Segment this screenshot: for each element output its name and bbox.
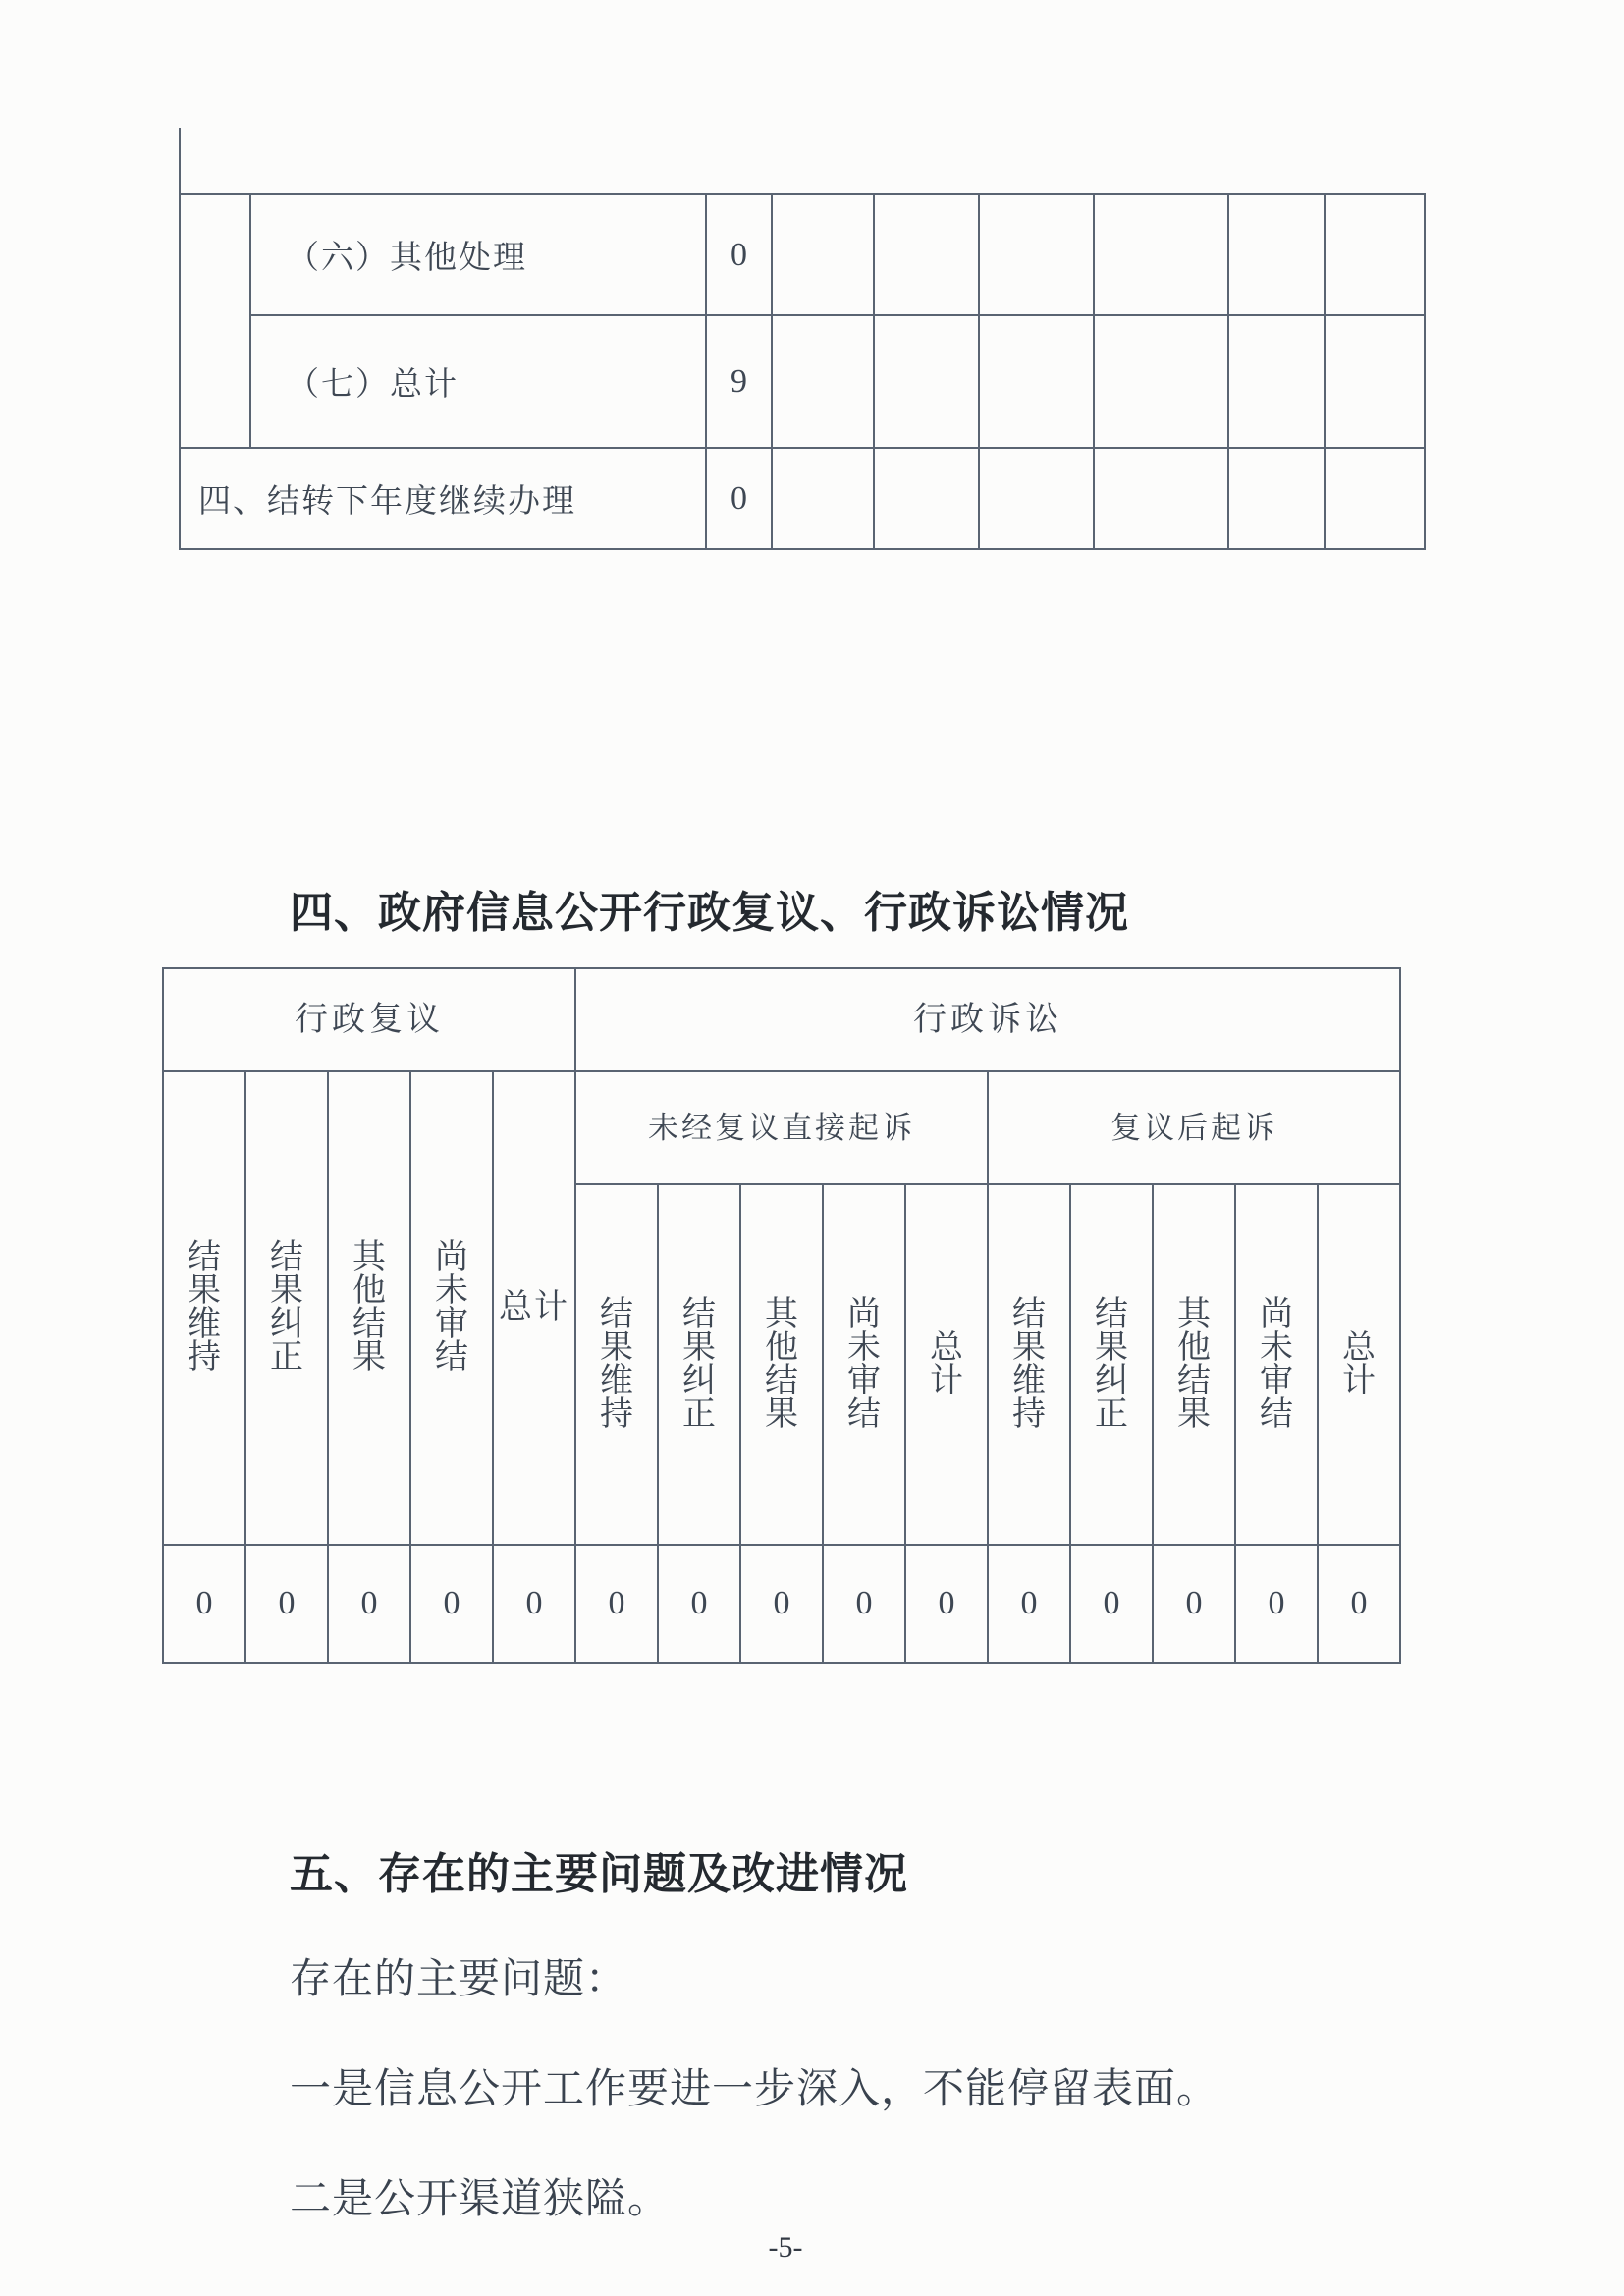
- top-table-value-total: 9: [707, 316, 773, 449]
- data-cell-8: 0: [824, 1546, 906, 1664]
- empty-data-cell: [875, 316, 980, 449]
- col-header-direct-result-corrected: 结 果 纠 正: [659, 1185, 741, 1546]
- empty-data-cell: [1326, 449, 1426, 550]
- col-header-review-other-outcome: 其 他 结 果: [329, 1072, 411, 1546]
- col-header-review-result-corrected: 结 果 纠 正: [246, 1072, 329, 1546]
- col-header-review-pending: 尚 未 审 结: [411, 1072, 494, 1546]
- empty-data-cell: [980, 449, 1095, 550]
- col-header-direct-result-upheld: 结 果 维 持: [576, 1185, 659, 1546]
- empty-data-cell: [1229, 449, 1326, 550]
- empty-data-cell: [1095, 316, 1229, 449]
- section-4-heading: 四、政府信息公开行政复议、行政诉讼情况: [290, 889, 1129, 937]
- paragraph-problem-1: 一是信息公开工作要进一步深入，不能停留表面。: [290, 2067, 1219, 2112]
- data-cell-1: 0: [246, 1546, 329, 1664]
- col-header-after-other-outcome: 其 他 结 果: [1154, 1185, 1236, 1546]
- carryover-table: [179, 193, 1426, 550]
- data-cell-10: 0: [989, 1546, 1071, 1664]
- top-table-value-carryover: 0: [707, 449, 773, 550]
- data-cell-7: 0: [741, 1546, 824, 1664]
- litigation-section-header: 行政诉讼: [576, 969, 1401, 1072]
- paragraph-existing-problems-label: 存在的主要问题：: [290, 1957, 628, 2002]
- col-header-after-result-corrected: 结 果 纠 正: [1071, 1185, 1154, 1546]
- data-cell-14: 0: [1319, 1546, 1401, 1664]
- review-section-header: 行政复议: [164, 969, 576, 1072]
- empty-data-cell: [980, 316, 1095, 449]
- table-border-extension: [179, 128, 181, 193]
- empty-data-cell: [875, 195, 980, 316]
- empty-data-cell: [1326, 316, 1426, 449]
- data-cell-9: 0: [906, 1546, 989, 1664]
- top-table-label-other-handling: （六）其他处理: [251, 195, 707, 316]
- empty-data-cell: [773, 316, 875, 449]
- empty-data-cell: [1095, 449, 1229, 550]
- top-table-label-total: （七）总计: [251, 316, 707, 449]
- col-header-after-result-upheld: 结 果 维 持: [989, 1185, 1071, 1546]
- paragraph-problem-2: 二是公开渠道狭隘。: [290, 2177, 671, 2222]
- col-header-direct-total: 总 计: [906, 1185, 989, 1546]
- empty-data-cell: [773, 195, 875, 316]
- empty-data-cell: [875, 449, 980, 550]
- empty-data-cell: [773, 449, 875, 550]
- empty-data-cell: [1229, 316, 1326, 449]
- col-header-after-pending: 尚 未 审 结: [1236, 1185, 1319, 1546]
- data-cell-3: 0: [411, 1546, 494, 1664]
- review-litigation-table: [162, 967, 1401, 1664]
- group-header-after-review-suit: 复议后起诉: [989, 1072, 1401, 1185]
- data-cell-11: 0: [1071, 1546, 1154, 1664]
- col-header-review-total: 总计: [494, 1072, 576, 1546]
- section-5-heading: 五、存在的主要问题及改进情况: [290, 1850, 908, 1898]
- col-header-direct-other-outcome: 其 他 结 果: [741, 1185, 824, 1546]
- empty-data-cell: [1326, 195, 1426, 316]
- data-cell-5: 0: [576, 1546, 659, 1664]
- empty-data-cell: [1229, 195, 1326, 316]
- data-cell-0: 0: [164, 1546, 246, 1664]
- data-cell-2: 0: [329, 1546, 411, 1664]
- top-table-label-carryover: 四、结转下年度继续办理: [181, 449, 707, 550]
- group-header-direct-suit: 未经复议直接起诉: [576, 1072, 989, 1185]
- data-cell-4: 0: [494, 1546, 576, 1664]
- rowspan-stub-cell: [181, 195, 251, 449]
- col-header-review-result-upheld: 结 果 维 持: [164, 1072, 246, 1546]
- data-cell-13: 0: [1236, 1546, 1319, 1664]
- empty-data-cell: [980, 195, 1095, 316]
- data-cell-6: 0: [659, 1546, 741, 1664]
- page-number: -5-: [768, 2231, 803, 2264]
- top-table-value-other-handling: 0: [707, 195, 773, 316]
- col-header-direct-pending: 尚 未 审 结: [824, 1185, 906, 1546]
- col-header-after-total: 总 计: [1319, 1185, 1401, 1546]
- data-cell-12: 0: [1154, 1546, 1236, 1664]
- empty-data-cell: [1095, 195, 1229, 316]
